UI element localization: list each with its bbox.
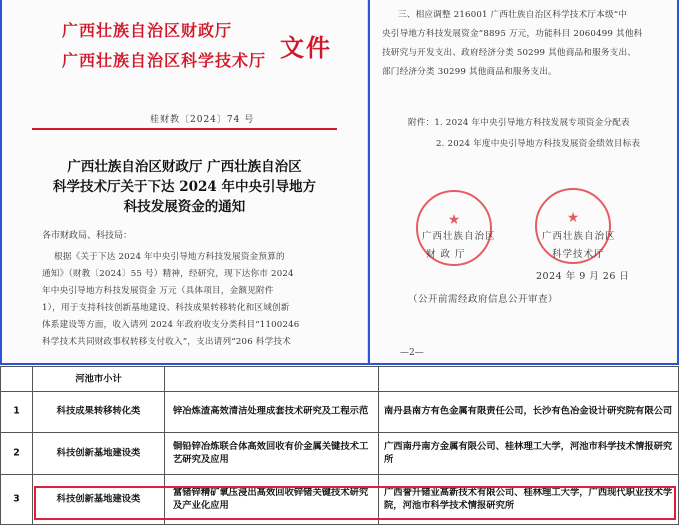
table-section-header-row — [0, 366, 679, 392]
document-title-line: 科学技术厅关于下达 2024 年中央引导地方 — [53, 179, 316, 195]
body-text-line: 年中央引导地方科技发展资金 万元（具体项目，金额见附件 — [42, 286, 274, 296]
header-issuer-finance: 广西壮族自治区财政厅 — [62, 21, 233, 40]
body-text-line: 央引导地方科技发展资金”8895 万元，功能科目 2060499 其他科 — [382, 29, 643, 39]
table-cell-number: 3 — [0, 474, 32, 524]
table-row — [0, 432, 679, 475]
attachment-line: 2. 2024 年度中央引导地方科技发展资金绩效目标表 — [436, 139, 641, 149]
body-text-line: 通知》（财教〔2024〕55 号）精神，经研究，现下达你市 2024 — [42, 269, 294, 279]
attachment-line: 附件：1. 2024 年中央引导地方科技发展专项资金分配表 — [408, 118, 630, 128]
table-cell — [164, 367, 378, 391]
seal-caption: 财 政 厅 — [426, 249, 466, 260]
table-cell-units: 南丹县南方有色金属有限责任公司，长沙有色冶金设计研究院有限公司 — [378, 390, 679, 432]
table-cell-category: 科技成果转移转化类 — [32, 390, 164, 432]
table-cell-project: 富锗锌精矿氧压浸出高效回收锌锗关键技术研究及产业化应用 — [164, 474, 378, 524]
disclosure-note: （公开前需经政府信息公开审查） — [408, 294, 559, 305]
seal-caption: 广西壮族自治区 — [422, 231, 496, 242]
body-text-line: 1），用于支持科技创新基地建设、科技成果转移转化和区域创新 — [42, 303, 290, 313]
table-cell-number: 1 — [0, 390, 32, 432]
header-issuer-science: 广西壮族自治区科学技术厅 — [62, 51, 267, 70]
table-cell-project: 铜铅锌冶炼联合体高效回收有价金属关键技术工艺研究及应用 — [164, 432, 378, 474]
seal-star-icon: ★ — [566, 210, 580, 226]
body-text-line: 三、相应调整 216001 广西壮族自治区科学技术厅本级“中 — [398, 10, 628, 20]
page-border — [0, 0, 2, 365]
body-text-line: 部门经济分类 30299 其他商品和服务支出。 — [382, 67, 557, 77]
red-divider — [32, 128, 337, 130]
page-border — [368, 0, 370, 365]
document-page-left — [2, 0, 368, 364]
table-cell-category: 科技创新基地建设类 — [32, 474, 164, 524]
table-row — [0, 390, 679, 433]
body-text-line: 根据《关于下达 2024 年中央引导地方科技发展资金预算的 — [54, 252, 285, 262]
seal-caption: 科学技术厅 — [552, 249, 605, 260]
table-cell — [378, 367, 679, 391]
addressee: 各市财政局、科技局： — [42, 231, 133, 241]
section-header-label: 河池市小计 — [75, 373, 122, 385]
body-text-line: 技研究与开发支出、政府经济分类 50299 其他商品和服务支出、 — [382, 48, 637, 58]
table-cell-project: 锌冶炼渣高效清洁处理成套技术研究及工程示范 — [164, 390, 378, 432]
table-cell — [0, 367, 32, 391]
body-text-line: 体系建设等方面，收入请列 2024 年政府收支分类科目“1100246 — [42, 320, 300, 330]
table-cell-units: 广西誉升锗业高新技术有限公司、桂林理工大学，广西现代职业技术学院，河池市科学技术情报研究所 — [378, 474, 679, 524]
table-cell — [32, 367, 164, 391]
seal-star-icon: ★ — [447, 212, 461, 228]
page-number: —2— — [400, 348, 424, 358]
document-title-line: 广西壮族自治区财政厅 广西壮族自治区 — [67, 159, 302, 175]
document-page-right — [370, 0, 677, 364]
document-title-line: 科技发展资金的通知 — [123, 199, 246, 215]
table-cell-units: 广西南丹南方金属有限公司、桂林理工大学，河池市科学技术情报研究所 — [378, 432, 679, 474]
table-cell-number: 2 — [0, 432, 32, 474]
issue-date: 2024 年 9 月 26 日 — [536, 271, 630, 282]
table-cell-category: 科技创新基地建设类 — [32, 432, 164, 474]
body-text-line: 科学技术共同财政事权转移支付收入”，支出请列“206 科学技术 — [42, 337, 291, 347]
header-document-tag: 文件 — [280, 33, 332, 62]
page-border — [0, 363, 679, 365]
document-number: 桂财教〔2024〕74 号 — [150, 115, 255, 125]
seal-caption: 广西壮族自治区 — [542, 231, 616, 242]
row-highlight-box — [34, 486, 676, 520]
